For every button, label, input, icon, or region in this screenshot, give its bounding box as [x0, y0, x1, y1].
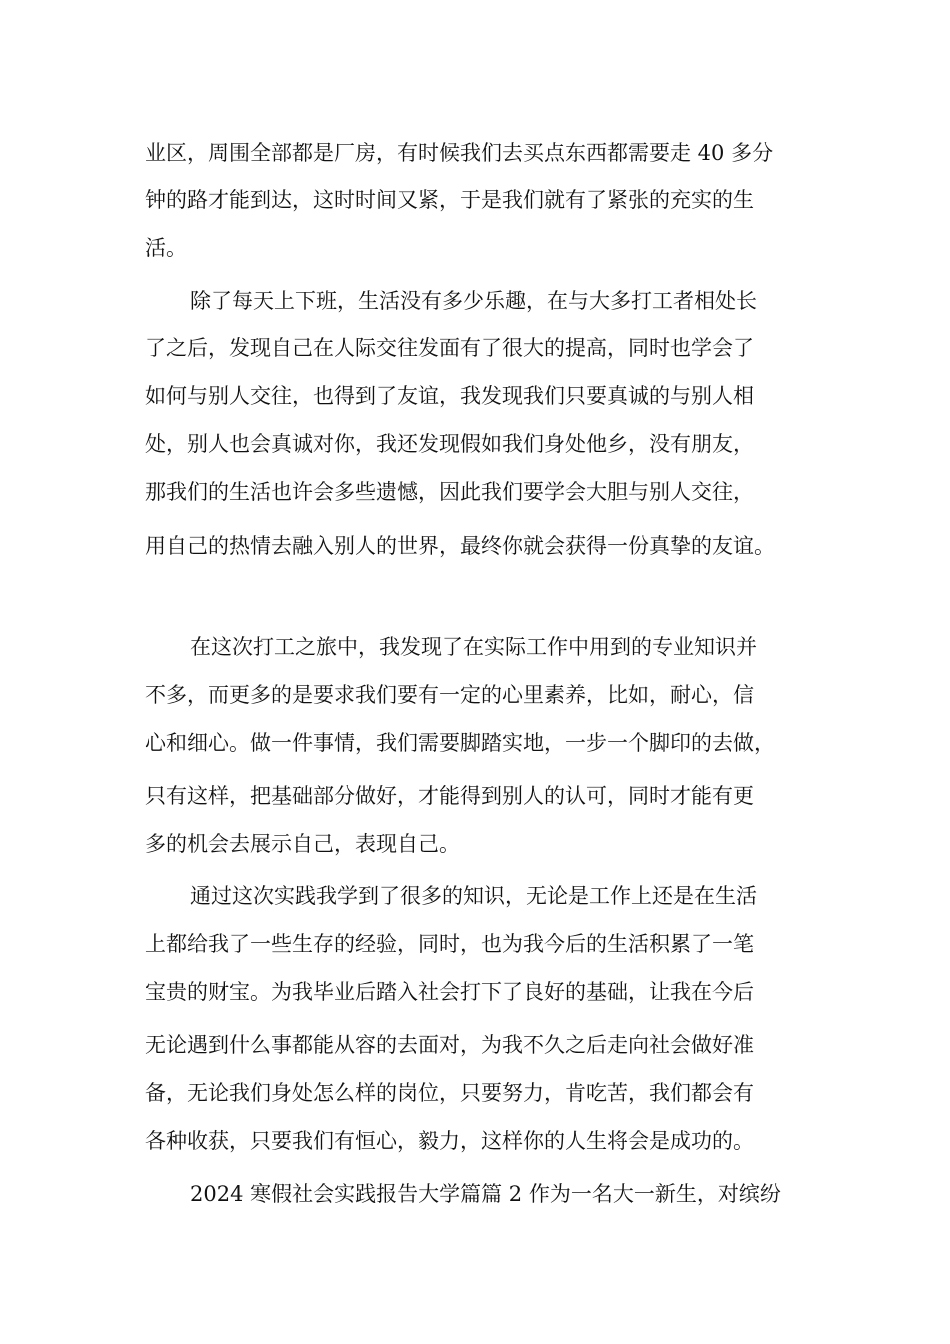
text-line: 宝贵的财宝。为我毕业后踏入社会打下了良好的基础，让我在今后 [145, 980, 754, 1004]
text-line: 用自己的热情去融入别人的世界，最终你就会获得一份真挚的友谊。 [145, 534, 775, 558]
text-line: 2024 寒假社会实践报告大学篇篇 2 作为一名大一新生，对缤纷 [190, 1182, 781, 1206]
text-line: 备，无论我们身处怎么样的岗位，只要努力，肯吃苦，我们都会有 [145, 1081, 754, 1105]
text-line: 钟的路才能到达，这时时间又紧，于是我们就有了紧张的充实的生 [145, 188, 754, 212]
text-line: 通过这次实践我学到了很多的知识，无论是工作上还是在生活 [190, 884, 757, 908]
text-line: 不多，而更多的是要求我们要有一定的心里素养，比如，耐心，信 [145, 683, 754, 707]
text-line: 了之后，发现自己在人际交往发面有了很大的提高，同时也学会了 [145, 336, 754, 360]
text-line: 如何与别人交往，也得到了友谊，我发现我们只要真诚的与别人相 [145, 384, 754, 408]
text-line: 在这次打工之旅中，我发现了在实际工作中用到的专业知识并 [190, 635, 757, 659]
text-line: 只有这样，把基础部分做好，才能得到别人的认可，同时才能有更 [145, 784, 754, 808]
text-line: 业区，周围全部都是厂房，有时候我们去买点东西都需要走 40 多分 [145, 141, 774, 165]
text-line: 那我们的生活也许会多些遗憾，因此我们要学会大胆与别人交往， [145, 480, 754, 504]
text-line: 除了每天上下班，生活没有多少乐趣，在与大多打工者相处长 [190, 289, 757, 313]
text-line: 无论遇到什么事都能从容的去面对，为我不久之后走向社会做好准 [145, 1033, 754, 1057]
text-line: 活。 [145, 236, 187, 260]
text-line: 心和细心。做一件事情，我们需要脚踏实地，一步一个脚印的去做， [145, 731, 775, 755]
text-line: 处，别人也会真诚对你，我还发现假如我们身处他乡，没有朋友， [145, 432, 754, 456]
text-line: 上都给我了一些生存的经验，同时，也为我今后的生活积累了一笔 [145, 932, 754, 956]
text-line: 各种收获，只要我们有恒心，毅力，这样你的人生将会是成功的。 [145, 1129, 754, 1153]
text-line: 多的机会去展示自己，表现自己。 [145, 832, 460, 856]
